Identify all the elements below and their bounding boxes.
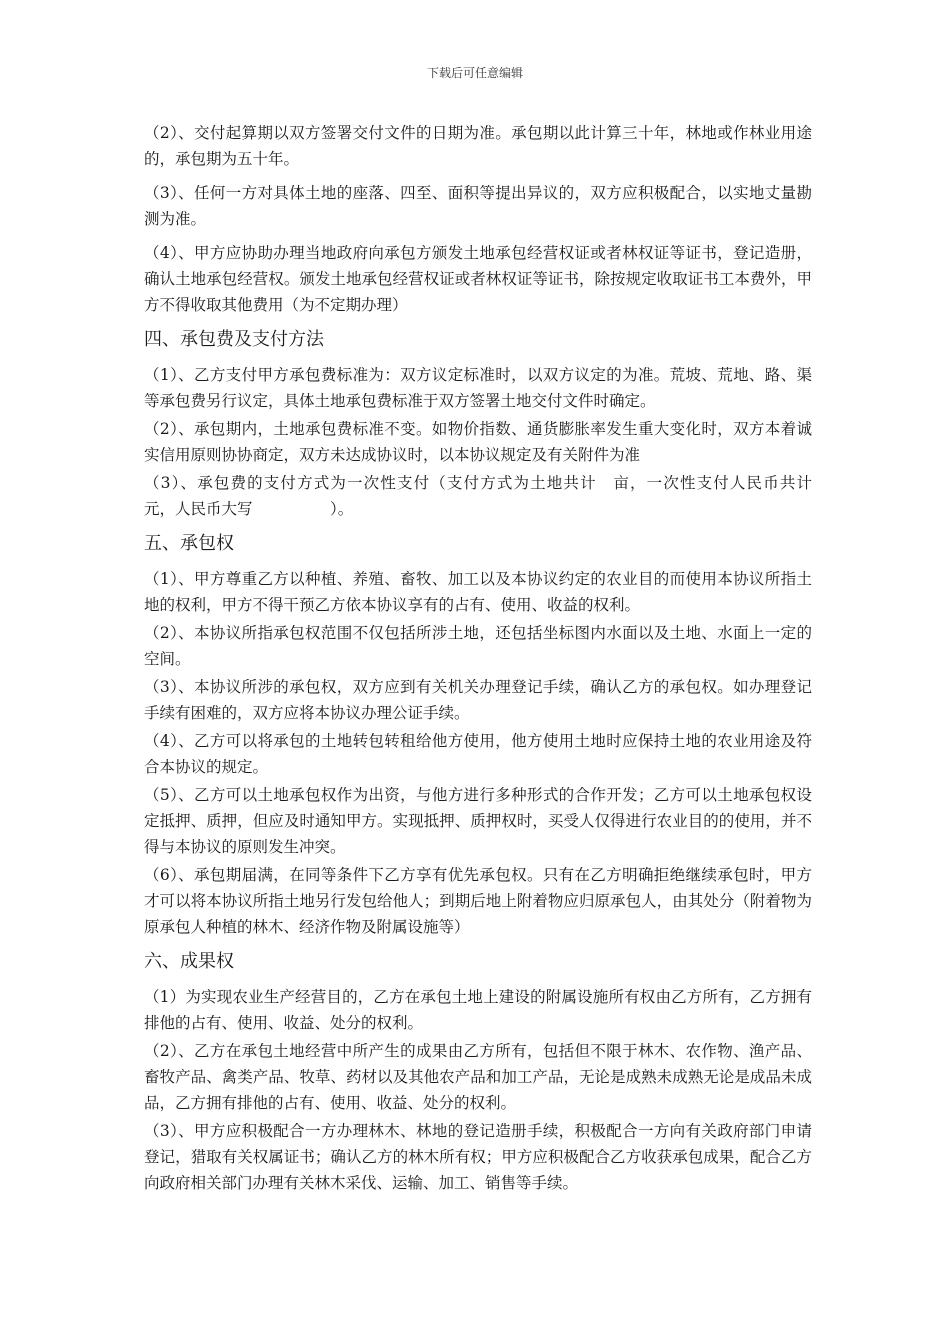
paragraph: （1）为实现农业生产经营目的，乙方在承包土地上建设的附属设施所有权由乙方所有，乙方拥有排他的占有、使用、收益、处分的权利。 xyxy=(144,988,812,1032)
paragraph: （4）、乙方可以将承包的土地转包转租给他方使用，他方使用土地时应保持土地的农业用途及符合本协议的规定。 xyxy=(144,732,812,776)
paragraph: （6）、承包期届满，在同等条件下乙方享有优先承包权。只有在乙方明确拒绝继续承包时，甲方才可以将本协议所指土地另行发包给他人；到期后地上附着物应归原承包人，由其处分（附着物为原承包人种植的林木、经济作物及附属设施等） xyxy=(144,866,812,936)
document-body xyxy=(144,120,844,1198)
paragraph: （5）、乙方可以土地承包权作为出资，与他方进行多种形式的合作开发；乙方可以土地承包权设定抵押、质押，但应及时通知甲方。实现抵押、质押权时，买受人仅得进行农业目的的使用，并不得与本协议的原则发生冲突。 xyxy=(144,786,812,856)
paragraph: （2）、乙方在承包土地经营中所产生的成果由乙方所有，包括但不限于林木、农作物、渔产品、畜牧产品、禽类产品、牧草、药材以及其他农产品和加工产品，无论是成熟未成熟无论是成品未成品，乙方拥有排他的占有、使用、收益、处分的权利。 xyxy=(144,1042,812,1112)
page-header: 下载后可任意编辑 xyxy=(426,66,523,80)
paragraph: （2）、本协议所指承包权范围不仅包括所涉土地，还包括坐标图内水面以及土地、水面上一定的空间。 xyxy=(144,624,812,668)
paragraph: （3）、本协议所涉的承包权，双方应到有关机关办理登记手续，确认乙方的承包权。如办理登记手续有困难的，双方应将本协议办理公证手续。 xyxy=(144,678,812,722)
section-heading: 六、成果权 xyxy=(144,951,234,972)
paragraph: （2）、交付起算期以双方签署交付文件的日期为准。承包期以此计算三十年，林地或作林业用途的，承包期为五十年。 xyxy=(144,124,812,168)
paragraph: （1）、甲方尊重乙方以种植、养殖、畜牧、加工以及本协议约定的农业目的而使用本协议所指土地的权利，甲方不得干预乙方依本协议享有的占有、使用、收益的权利。 xyxy=(144,570,812,614)
paragraph: （1）、乙方支付甲方承包费标准为：双方议定标准时，以双方议定的为准。荒坡、荒地、路、渠等承包费另行议定，具体土地承包费标准于双方签署土地交付文件时确定。 xyxy=(144,366,812,410)
paragraph: （3）、承包费的支付方式为一次性支付（支付方式为土地共计 亩，一次性支付人民币共计 元，人民币大写 ）。 xyxy=(144,474,844,518)
section-heading: 四、承包费及支付方法 xyxy=(144,329,324,350)
paragraph: （2）、承包期内，土地承包费标准不变。如物价指数、通货膨胀率发生重大变化时，双方本着诚实信用原则协协商定，双方未达成协议时，以本协议规定及有关附件为准 xyxy=(144,420,812,464)
paragraph: （4）、甲方应协助办理当地政府向承包方颁发土地承包经营权证或者林权证等证书，登记造册，确认土地承包经营权。颁发土地承包经营权证或者林权证等证书，除按规定收取证书工本费外，甲方不得收取其他费用（为不定期办理） xyxy=(144,244,812,314)
paragraph: （3）、任何一方对具体土地的座落、四至、面积等提出异议的，双方应积极配合，以实地丈量勘测为准。 xyxy=(144,184,812,228)
section-heading: 五、承包权 xyxy=(144,533,234,554)
paragraph: （3）、甲方应积极配合一方办理林木、林地的登记造册手续，积极配合一方向有关政府部门申请登记，猎取有关权属证书；确认乙方的林木所有权；甲方应积极配合乙方收获承包成果，配合乙方向政府相关部门办理有关林木采伐、运输、加工、销售等手续。 xyxy=(144,1122,812,1192)
